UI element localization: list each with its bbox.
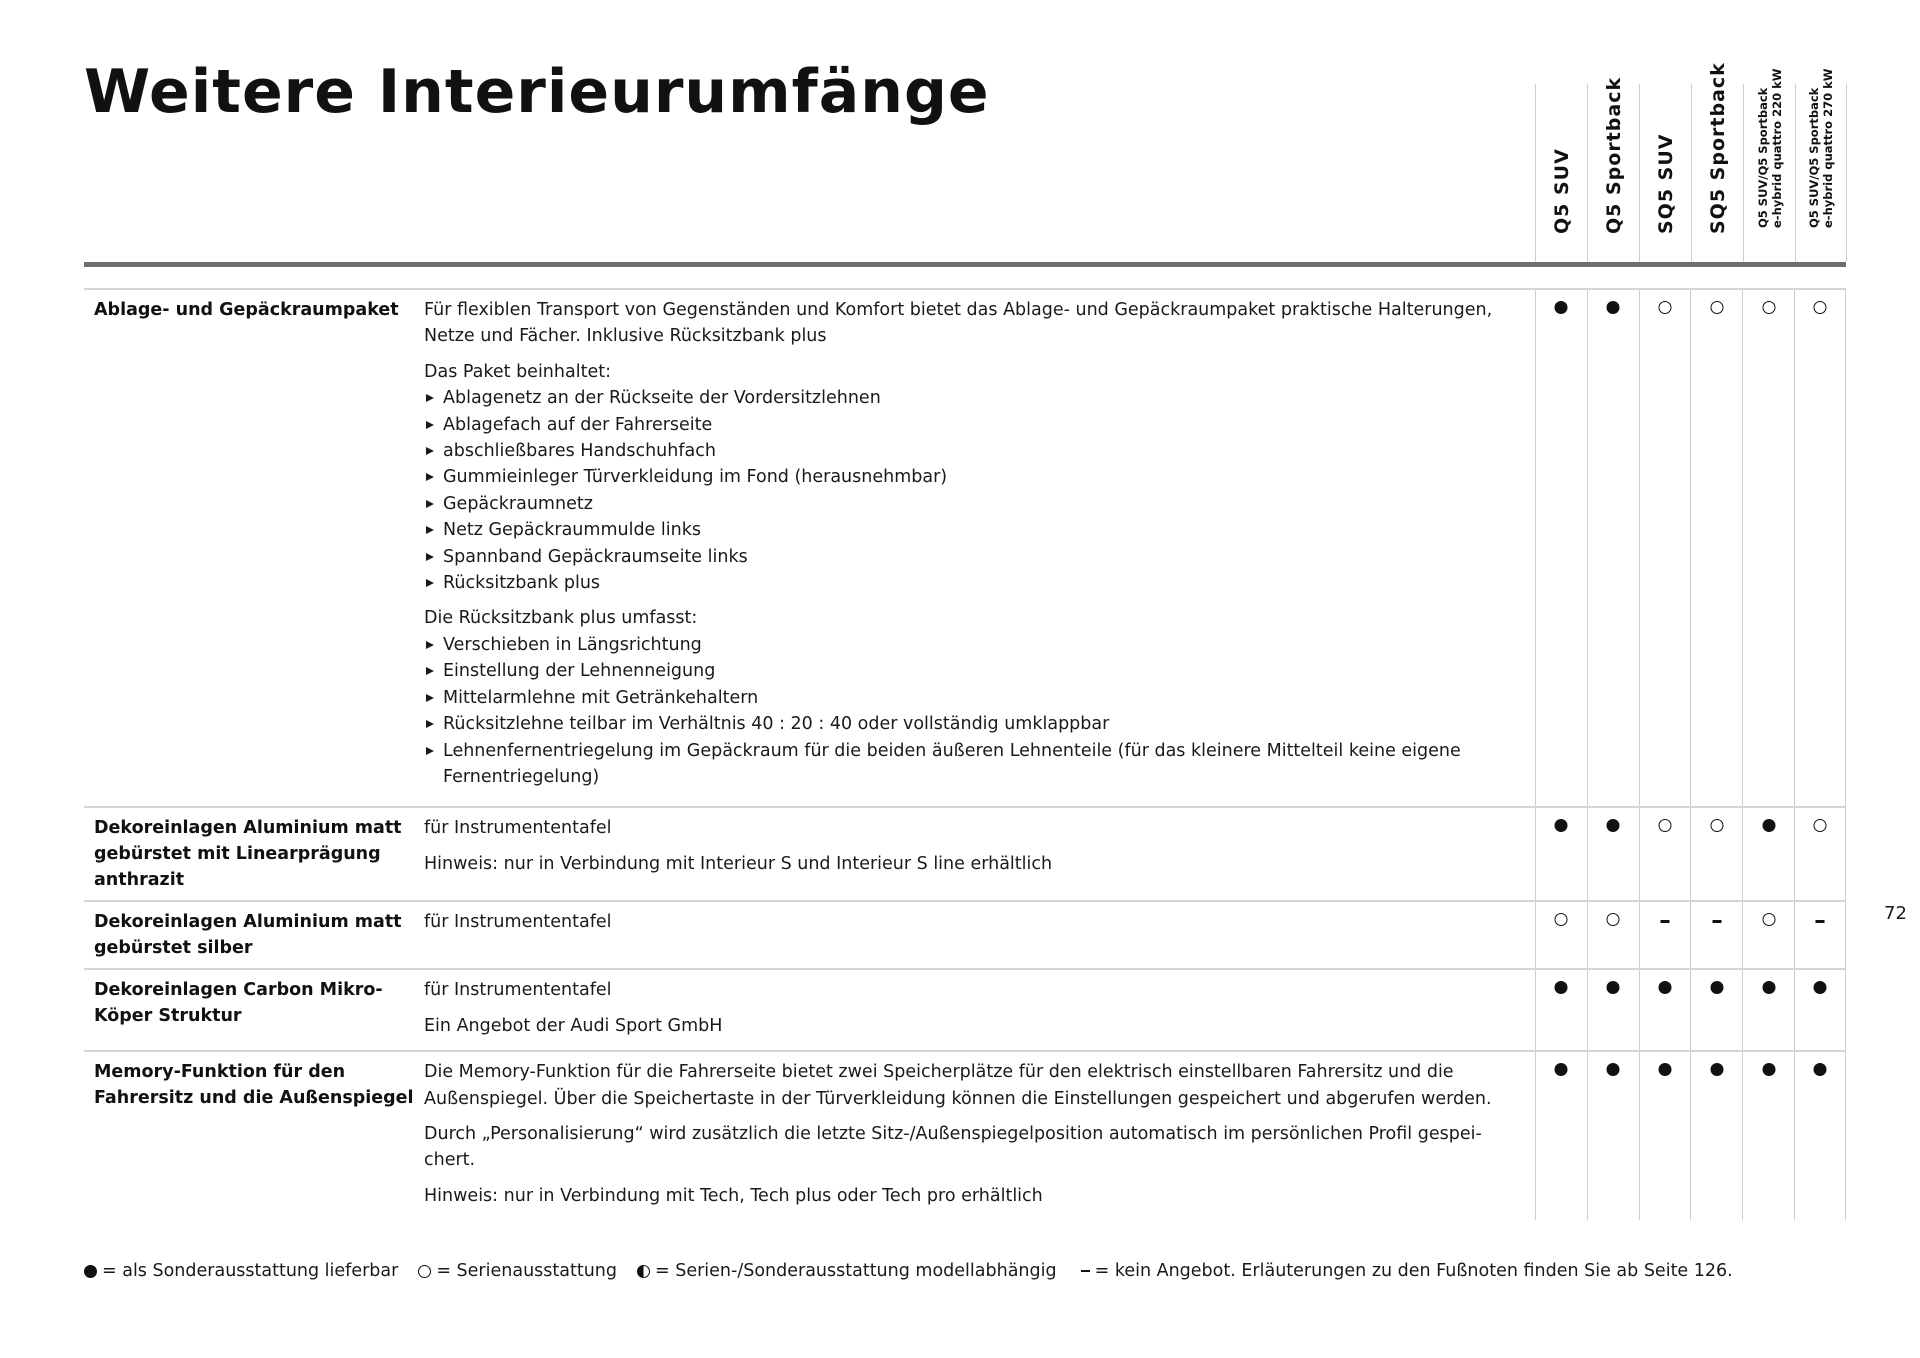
mark-cell [1639,1052,1691,1220]
filled-dot-icon [1814,981,1827,994]
list-item: Einstellung der Lehnenneigung [424,658,1515,684]
column-header-4 [1743,68,1795,262]
filled-dot-icon [1555,819,1568,832]
row-description [424,902,1535,968]
list-item: abschließbares Handschuhfach [424,438,1515,464]
filled-dot-icon [1762,981,1775,994]
mark-cell [1690,902,1742,968]
bullet-list [424,385,1515,596]
list-item: Rücksitzlehne teilbar im Verhältnis 40 : 20 : 40 oder vollständig umklappbar [424,711,1515,737]
availability-marks [1535,290,1846,806]
filled-dot-icon [1762,819,1775,832]
legend-item [1077,1261,1733,1281]
column-header-label: Q5 SUV [1550,148,1573,234]
list-item: Gepäckraumnetz [424,491,1515,517]
row-label: Memory-Funktion für den Fahrersitz und die Außenspiegel [94,1062,414,1109]
mark-cell [1535,970,1587,1050]
mark-cell [1639,902,1691,968]
column-header-label: Q5 SUV/Q5 Sportback e-hybrid quattro 270 kW [1807,68,1835,228]
description-text: für Instrumententafel [424,912,612,933]
list-item: Lehnenfernentriegelung im Gepäckraum für die beiden äußeren Lehnenteile (für das kleinere Mittelteil keine eigene Fernentriegelung) [424,738,1515,791]
mark-cell [1587,290,1639,806]
filled-dot-icon [1710,981,1723,994]
mark-cell [1639,970,1691,1050]
mark-cell [1639,808,1691,900]
table-row [84,900,1846,968]
list-item: Ablagenetz an der Rückseite der Vordersitzlehnen [424,385,1515,411]
list-item: Gummieinleger Türverkleidung im Fond (herausnehmbar) [424,464,1515,490]
row-label: Dekoreinlagen Aluminium matt gebürstet mit Linearprägung anthrazit [94,818,402,891]
table-row [84,806,1846,900]
column-header-2 [1639,84,1691,262]
table-row [84,968,1846,1050]
open-circle-icon [1607,913,1620,926]
description-text: Das Paket beinhaltet: [424,361,611,382]
column-header-1 [1587,76,1639,262]
table-row [84,288,1846,806]
filled-dot-icon [1555,1063,1568,1076]
table-row [84,1050,1846,1220]
mark-cell [1587,902,1639,968]
column-header-3 [1691,62,1743,262]
mark-cell [1742,290,1794,806]
legend-item [84,1261,398,1281]
column-header-label: Q5 Sportback [1602,76,1625,234]
column-header-label: SQ5 SUV [1654,133,1677,234]
filled-dot-icon [1555,981,1568,994]
mark-cell [1535,1052,1587,1220]
mark-cell [1794,1052,1846,1220]
dash-icon [1712,920,1721,922]
mark-cell [1690,290,1742,806]
description-text: Hinweis: nur in Verbindung mit Interieur S und Interieur S line erhältlich [424,853,1053,874]
half-circle-icon [637,1265,650,1278]
mark-cell [1690,808,1742,900]
list-item: Ablagefach auf der Fahrerseite [424,412,1515,438]
open-circle-icon [418,1265,431,1278]
legend-text: = Serienausstattung [436,1261,617,1281]
mark-cell [1742,970,1794,1050]
filled-dot-icon [1607,1063,1620,1076]
dash-icon [1816,920,1825,922]
row-label: Ablage- und Gepäckraumpaket [94,300,399,320]
filled-dot-icon [1659,1063,1672,1076]
list-item: Rücksitzbank plus [424,570,1515,596]
open-circle-icon [1814,301,1827,314]
mark-cell [1639,290,1691,806]
description-text: Hinweis: nur in Verbindung mit Tech, Tech plus oder Tech pro erhältlich [424,1185,1043,1206]
filled-dot-icon [84,1265,97,1278]
mark-cell [1587,808,1639,900]
row-label: Dekoreinlagen Aluminium matt gebürstet silber [94,912,402,959]
filled-dot-icon [1607,301,1620,314]
column-header-5 [1795,68,1847,262]
legend-item [418,1261,617,1281]
mark-cell [1690,970,1742,1050]
open-circle-icon [1710,301,1723,314]
legend [84,1261,1753,1281]
open-circle-icon [1814,819,1827,832]
row-description [424,1052,1535,1220]
mark-cell [1794,970,1846,1050]
filled-dot-icon [1762,1063,1775,1076]
header-divider [84,262,1846,267]
equipment-table [84,288,1846,1220]
mark-cell [1535,808,1587,900]
mark-cell [1742,902,1794,968]
open-circle-icon [1710,819,1723,832]
mark-cell [1535,902,1587,968]
mark-cell [1535,290,1587,806]
row-description [424,290,1535,806]
column-headers [1535,62,1846,262]
filled-dot-icon [1710,1063,1723,1076]
open-circle-icon [1555,913,1568,926]
bullet-list [424,632,1515,790]
mark-cell [1742,808,1794,900]
page-number: 72 [1884,903,1907,924]
open-circle-icon [1659,819,1672,832]
description-text: für Instrumententafel [424,980,612,1001]
legend-text: = Serien-/Sonderausstattung modellabhängig [655,1261,1057,1281]
legend-text: = kein Angebot. Erläuterungen zu den Fußnoten finden Sie ab Seite 126. [1094,1261,1733,1281]
row-description [424,808,1535,900]
column-header-label: Q5 SUV/Q5 Sportback e-hybrid quattro 220 kW [1755,68,1784,228]
mark-cell [1587,1052,1639,1220]
availability-marks [1535,902,1846,968]
list-item: Verschieben in Längsrichtung [424,632,1515,658]
filled-dot-icon [1607,981,1620,994]
filled-dot-icon [1607,819,1620,832]
filled-dot-icon [1814,1063,1827,1076]
mark-cell [1587,970,1639,1050]
row-description [424,970,1535,1050]
legend-item [637,1261,1057,1281]
list-item: Netz Gepäckraummulde links [424,517,1515,543]
open-circle-icon [1659,301,1672,314]
filled-dot-icon [1555,301,1568,314]
mark-cell [1794,808,1846,900]
list-item: Mittelarmlehne mit Getränkehaltern [424,685,1515,711]
description-text: Ein Angebot der Audi Sport GmbH [424,1015,723,1036]
description-text: Die Rücksitzbank plus umfasst: [424,608,698,629]
mark-cell [1742,1052,1794,1220]
description-text: Durch „Personalisierung“ wird zusätzlich die letzte Sitz-/Außenspiegelposition automatisch im persönlichen Profil gespei-chert. [424,1123,1482,1171]
description-text: Die Memory-Funktion für die Fahrerseite bietet zwei Speicherplätze für den elektrisch einstellbaren Fahrersitz und die Außenspiegel. Über die Speichertaste in der Türverkleidung können die Einstellungen gespeichert und abgerufen werden. [424,1062,1492,1109]
description-text: Für flexiblen Transport von Gegenständen und Komfort bietet das Ablage- und Gepäckraumpaket praktische Halterungen, Netze und Fächer. Inklusive Rücksitzbank plus [424,300,1493,347]
filled-dot-icon [1659,981,1672,994]
mark-cell [1690,1052,1742,1220]
column-header-0 [1535,84,1587,262]
dash-icon [1081,1270,1090,1272]
availability-marks [1535,1052,1846,1220]
availability-marks [1535,808,1846,900]
mark-cell [1794,290,1846,806]
description-text: für Instrumententafel [424,818,612,839]
open-circle-icon [1762,301,1775,314]
dash-icon [1661,920,1670,922]
availability-marks [1535,970,1846,1050]
list-item: Spannband Gepäckraumseite links [424,544,1515,570]
row-label: Dekoreinlagen Carbon Mikro-Köper Struktur [94,980,383,1027]
column-header-label: SQ5 Sportback [1706,62,1729,234]
page-title: Weitere Interieurumfänge [84,57,990,127]
legend-text: = als Sonderausstattung lieferbar [102,1261,399,1281]
open-circle-icon [1762,913,1775,926]
mark-cell [1794,902,1846,968]
